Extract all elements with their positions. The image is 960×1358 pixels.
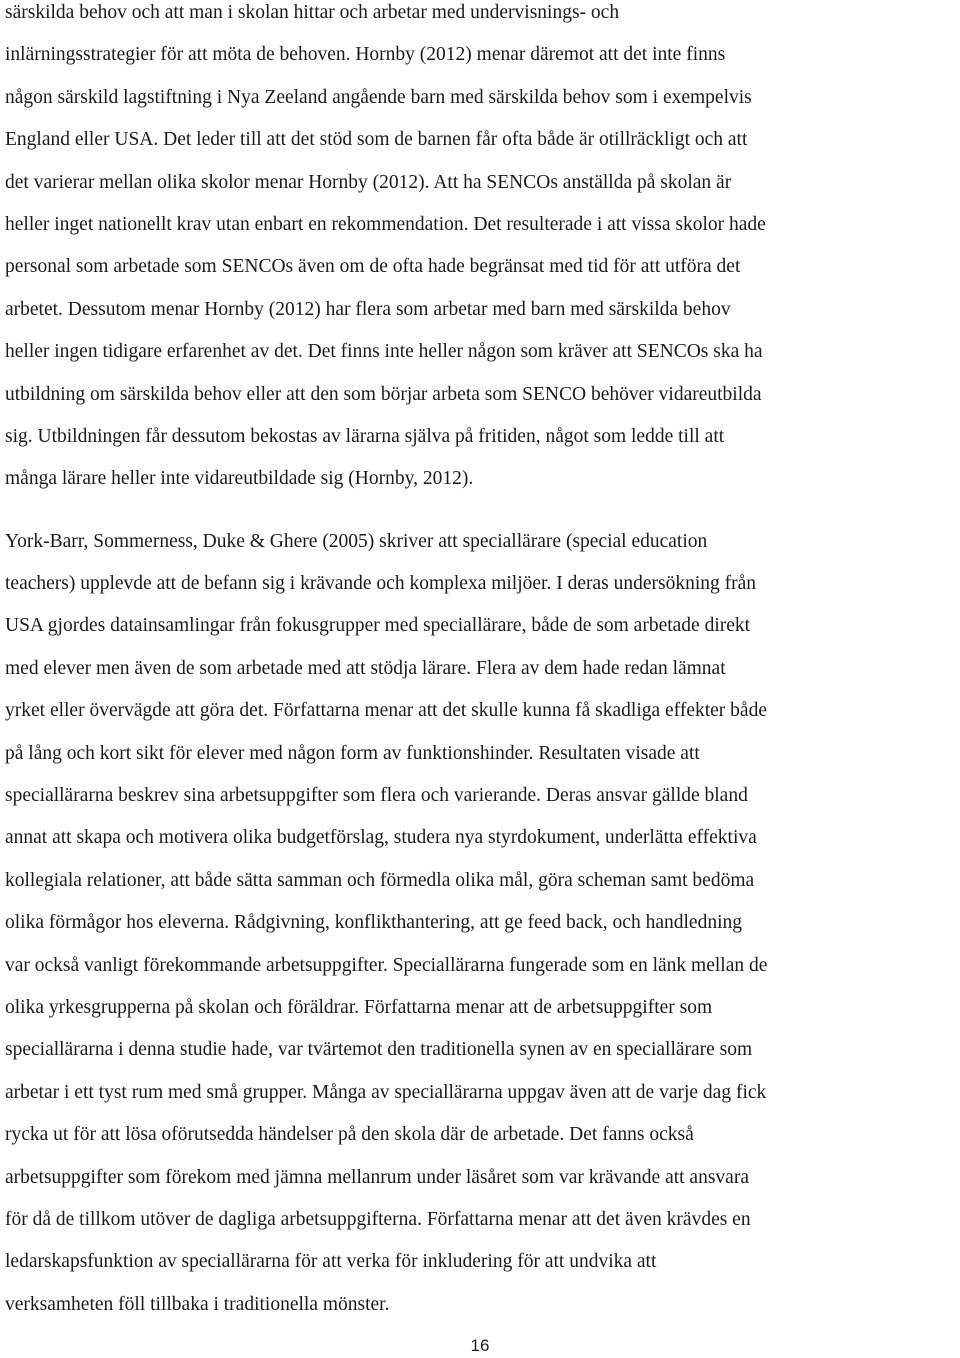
text-line: speciallärarna i denna studie hade, var tvärtemot den traditionella synen av en speciallärare som bbox=[5, 1039, 753, 1061]
text-line: sig. Utbildningen får dessutom bekostas av lärarna själva på fritiden, något som ledde till att bbox=[5, 425, 725, 447]
text-line: teachers) upplevde att de befann sig i krävande och komplexa miljöer. I deras undersökning från bbox=[5, 573, 757, 595]
paragraph-1 bbox=[5, 0, 955, 501]
text-line: var också vanligt förekommande arbetsuppgifter. Speciallärarna fungerade som en länk mellan de bbox=[5, 954, 768, 976]
text-line: på lång och kort sikt för elever med någon form av funktionshinder. Resultaten visade att bbox=[5, 742, 700, 764]
text-line: York-Barr, Sommerness, Duke & Ghere (2005) skriver att speciallärare (special education bbox=[5, 530, 708, 552]
text-line: USA gjordes datainsamlingar från fokusgrupper med speciallärare, både de som arbetade direkt bbox=[5, 615, 751, 637]
text-line: utbildning om särskilda behov eller att den som börjar arbeta som SENCO behöver vidareutbilda bbox=[5, 383, 762, 405]
text-line: kollegiala relationer, att både sätta samman och förmedla olika mål, göra scheman samt bedöma bbox=[5, 869, 755, 891]
text-line: ledarskapsfunktion av speciallärarna för att verka för inkludering för att undvika att bbox=[5, 1251, 657, 1273]
text-line: heller ingen tidigare erfarenhet av det. Det finns inte heller någon som kräver att SENCOs ska ha bbox=[5, 341, 763, 363]
text-line: många lärare heller inte vidareutbildade sig (Hornby, 2012). bbox=[5, 468, 474, 490]
body-text bbox=[5, 0, 955, 1326]
text-line: särskilda behov och att man i skolan hittar och arbetar med undervisnings- och bbox=[5, 2, 620, 23]
text-line: olika yrkesgrupperna på skolan och föräldrar. Författarna menar att de arbetsuppgifter som bbox=[5, 996, 713, 1018]
text-line: rycka ut för att lösa oförutsedda händelser på den skola där de arbetade. Det fanns också bbox=[5, 1124, 694, 1146]
text-line: verksamheten föll tillbaka i traditionella mönster. bbox=[5, 1293, 390, 1315]
page-number: 16 bbox=[470, 1336, 490, 1355]
text-line: heller inget nationellt krav utan enbart en rekommendation. Det resulterade i att vissa skolor hade bbox=[5, 213, 766, 235]
text-line: annat att skapa och motivera olika budgetförslag, studera nya styrdokument, underlätta effektiva bbox=[5, 827, 757, 849]
text-line: med elever men även de som arbetade med att stödja lärare. Flera av dem hade redan lämnat bbox=[5, 657, 726, 679]
text-line: arbetsuppgifter som förekom med jämna mellanrum under läsåret som var krävande att ansvara bbox=[5, 1166, 749, 1188]
text-line: speciallärarna beskrev sina arbetsuppgifter som flera och varierande. Deras ansvar gällde bland bbox=[5, 785, 748, 807]
text-line: inlärningsstrategier för att möta de behoven. Hornby (2012) menar däremot att det inte finns bbox=[5, 44, 726, 66]
paragraph-2 bbox=[5, 521, 955, 1326]
text-line: personal som arbetade som SENCOs även om de ofta hade begränsat med tid för att utföra det bbox=[5, 256, 741, 278]
text-line: arbetar i ett tyst rum med små grupper. Många av speciallärarna uppgav även att de varje dag fick bbox=[5, 1081, 767, 1103]
text-line: England eller USA. Det leder till att det stöd som de barnen får ofta både är otillräckligt och att bbox=[5, 129, 748, 151]
text-line: olika förmågor hos eleverna. Rådgivning, konflikthantering, att ge feed back, och handledning bbox=[5, 912, 742, 934]
text-line: det varierar mellan olika skolor menar Hornby (2012). Att ha SENCOs anställda på skolan är bbox=[5, 171, 732, 193]
text-line: någon särskild lagstiftning i Nya Zeeland angående barn med särskilda behov som i exempelvis bbox=[5, 86, 752, 108]
text-line: yrket eller övervägde att göra det. Författarna menar att det skulle kunna få skadliga effekter både bbox=[5, 700, 767, 722]
text-line: arbetet. Dessutom menar Hornby (2012) har flera som arbetar med barn med särskilda behov bbox=[5, 298, 731, 320]
text-line: för då de tillkom utöver de dagliga arbetsuppgifterna. Författarna menar att det även krävdes en bbox=[5, 1208, 751, 1230]
